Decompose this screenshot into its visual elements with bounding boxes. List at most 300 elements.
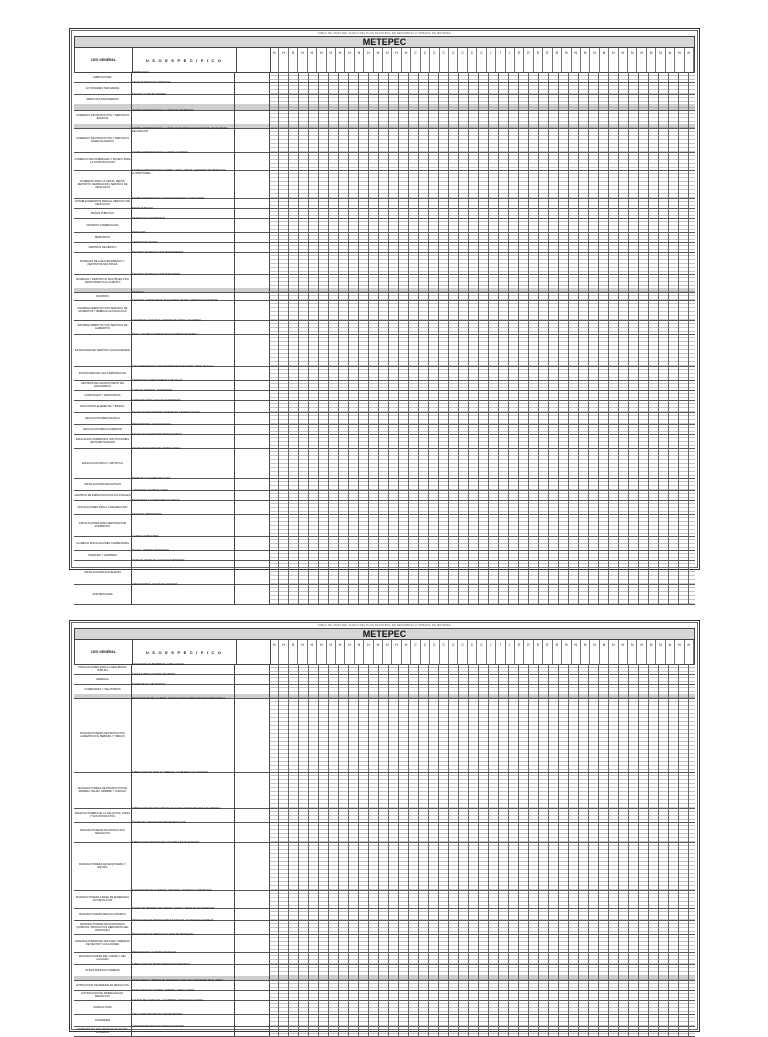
uso-especifico-cell: ESCUELAS DE NATACION, MUSICA, BAILE [131,448,235,478]
column-header: N [656,48,665,72]
column-header: C [411,48,420,72]
notes-cell [235,110,270,124]
uso-general-cell: COMERCIO DE PRODUCTOS Y SERVICIOS BASICOS [74,110,132,124]
zone-cells [269,664,695,674]
column-header: N [647,48,656,72]
table-row [74,822,695,843]
zone-cells [269,772,695,808]
uso-especifico-cell: JARDIN DE NIÑOS, ESCUELAS PRIMARIAS [131,400,235,412]
notes-cell [235,478,270,490]
zone-cells [269,412,695,424]
notes-cell [235,890,270,908]
uso-especifico-cell: CLUBES CAMPESTRES [131,536,235,550]
column-header: C [449,640,458,664]
uso-general-cell: MANUFACTURERA DE SUSTANCIAS QUIMICAS, PRODUCTOS DERIVADOS DEL PETROLEO [74,920,132,934]
column-header: H [317,640,326,664]
notes-cell [235,400,270,412]
zone-cells [269,72,695,82]
column-header: N [581,48,590,72]
zone-cells [269,822,695,842]
table-row [74,560,695,585]
notes-cell [235,584,270,604]
zone-cells [269,560,695,584]
column-header: N [685,48,694,72]
notes-cell [235,980,270,990]
column-header: I [496,640,505,664]
uso-especifico-cell: CON CAPACIDAD DE ALMACENAMIENTO HASTA 5000 LITROS DE AGUA [131,366,235,380]
uso-general-cell: SERVICIOS FINANCIEROS [74,94,132,104]
zone-cells [269,490,695,500]
uso-especifico-cell: CENTROS DE CONSULTORIOS Y DE SALUD [131,380,235,390]
column-header: H [364,640,373,664]
column-header: C [440,640,449,664]
uso-general-cell: COMERCIO DE PRODUCTOS Y SERVICIOS ESPECIALIZADOS [74,128,132,152]
uso-especifico-cell: ESTABLECIMIENTOS PARA LA VENTA Y/O RENTA [131,152,235,170]
uso-general-cell: ESTABLECIMIENTOS PARA EL SERVICIO DE VEHICULOS [74,198,132,208]
uso-general-cell: AGRICULTURA [74,1000,132,1014]
table-row [74,334,695,367]
zone-cells [269,110,695,124]
notes-cell [235,424,270,434]
page-title: METEPEC [74,36,695,48]
column-header: N [590,48,599,72]
column-header: H [270,48,279,72]
notes-cell [235,908,270,920]
notes-cell [235,390,270,400]
column-header: N [609,640,618,664]
page-title: METEPEC [74,628,695,640]
uso-especifico-cell: ELABORACION DE ALFARERIA, CERAMICA, MUEBLES Y MATERIALES [131,890,235,908]
uso-general-cell: EXTRACCION DE MINERALES METALICOS [74,980,132,990]
zone-cells [269,964,695,976]
zone-cells [269,82,695,94]
uso-general-cell: DEFENSA [74,674,132,684]
notes-cell [235,674,270,684]
column-header: N [553,640,562,664]
notes-cell [235,684,270,694]
uso-especifico-cell: FUNDICION Y MOLDEO DE PIEZAS METALICAS [131,822,235,842]
uso-especifico-cell: TIENDAS DE AUTOSERVICIO [131,218,235,232]
notes-cell [235,560,270,584]
uso-general-cell: INSTALACIONES PARA DEPORTES DE EXHIBICION [74,514,132,536]
notes-cell [235,320,270,334]
header-blank [236,640,271,664]
uso-especifico-cell: CANTINAS, CERVECERIAS, PULQUERIAS, BARES, CENTROS NOCTURNOS [131,300,235,320]
uso-general-cell: EXTRACCION DE MINERALES NO METALICOS [74,990,132,1000]
table-row [74,274,695,289]
uso-especifico-cell: CONFORMADO POR LOS ANIMALES DE TIRO [131,1026,235,1036]
column-header: H [364,48,373,72]
uso-general-cell: INSTALACIONES RELIGIOSAS [74,478,132,490]
column-header: H [279,640,288,664]
zone-cells [269,390,695,400]
column-header: N [609,48,618,72]
uso-especifico-cell: PLAZAS, JARDINES BOTANICOS [131,550,235,560]
uso-especifico-cell: ESTACIONES DE BOMBEROS, AMBULANCIAS [131,664,235,674]
zone-cells [269,842,695,890]
column-header: N [656,640,665,664]
notes-cell [235,920,270,934]
uso-especifico-cell: PRODUCCION DE FIBRAS E HILADOS DE HENEQUEN [131,934,235,952]
uso-especifico-cell: EXTRACCION DE CANTERA, MARMOL, ARENA, GRAVA [131,990,235,1000]
notes-cell [235,218,270,232]
table-header [74,639,695,665]
zone-cells [269,434,695,448]
zone-cells [269,400,695,412]
column-header: N [581,640,590,664]
table-row [74,514,695,537]
column-header: N [628,48,637,72]
header-uso-general: USO GENERAL [75,640,133,664]
uso-general-cell: BAÑOS PUBLICOS [74,208,132,218]
table-row [74,698,695,773]
column-header: N [619,48,628,72]
uso-general-cell: INSTALACIONES HOTELERAS [74,560,132,584]
uso-especifico-cell: BALNEARIOS Y ACTIVIDADES ACUATICAS [131,500,235,514]
table-row [74,252,695,275]
column-headers [270,48,694,72]
table-row [74,110,695,125]
notes-cell [235,300,270,320]
column-header: C [458,640,467,664]
column-header: E [543,640,552,664]
column-header: N [562,640,571,664]
zone-cells [269,920,695,934]
column-header: E [534,640,543,664]
notes-cell [235,274,270,288]
column-header: E [524,48,533,72]
zone-cells [269,198,695,208]
table-row [74,500,695,515]
table-row [74,128,695,153]
table-row [74,448,695,479]
column-header: I [506,640,515,664]
column-header: E [524,640,533,664]
uso-general-cell: MANUFACTURERA METALICA BASICA [74,908,132,920]
table-row [74,584,695,605]
uso-especifico-cell: AUDITORIOS, TEATROS, CINES [131,490,235,500]
notes-cell [235,198,270,208]
uso-general-cell: MANUFACTURERA DE LA CELULOSA, PAPEL Y SUS PRODUCTOS [74,808,132,822]
notes-cell [235,82,270,94]
zone-cells [269,934,695,952]
zone-cells [269,366,695,380]
column-header: H [392,640,401,664]
zone-cells [269,478,695,490]
notes-cell [235,550,270,560]
column-header: H [355,48,364,72]
notes-cell [235,292,270,300]
uso-especifico-cell: RASTROS [131,292,235,300]
column-header: H [336,640,345,664]
uso-especifico-cell: ESTABLECIMIENTOS PARA COMPRA, VENTA, RENTA Y DEPOSITO DE VEHICULOS AUTOMOTORES [131,170,235,198]
uso-general-cell: ESTABLECIMIENTOS CON SERVICIO DE ALIMENTOS Y BEBIDAS ALCOHOLICAS [74,300,132,320]
notes-cell [235,808,270,822]
zone-cells [269,300,695,320]
column-header: N [647,640,656,664]
column-headers [270,640,694,664]
column-header: C [430,640,439,664]
column-header: N [637,640,646,664]
notes-cell [235,1014,270,1026]
notes-cell [235,1026,270,1036]
column-header: N [637,48,646,72]
column-header: N [562,48,571,72]
column-header: N [600,640,609,664]
notes-cell [235,380,270,390]
column-header: H [298,48,307,72]
uso-especifico-cell: ESTABLECIMIENTOS PARA LA VENTA DE MATERIALES ELECTRICOS, DE PLOMERIA, DECORACION [131,128,235,152]
uso-general-cell: MANUFACTURERA DE PRODUCTOS METALICOS [74,822,132,842]
uso-general-cell: MANUFACTURERA DE PRODUCTOS DE MADERA, PALMA, MIMBRE Y CORCHO [74,772,132,808]
uso-especifico-cell: ZONAS E INSTALACIONES MILITARES [131,674,235,684]
column-header: N [675,48,684,72]
column-header: C [421,640,430,664]
table-row [74,842,695,891]
uso-general-cell: ACTIVIDADES TERCIARIAS [74,82,132,94]
column-header: I [506,48,515,72]
uso-general-cell: GANADERIA [74,1014,132,1026]
column-header: N [675,640,684,664]
column-header: N [685,640,694,664]
zone-cells [269,500,695,514]
uso-especifico-cell: PREPARATORIA, VOCACIONALES [131,424,235,434]
uso-general-cell: CENTROS COMERCIALES [74,218,132,232]
notes-cell [235,366,270,380]
notes-cell [235,208,270,218]
uso-especifico-cell: CULTIVO DE: CEREALES, LEGUMBRES, RAICES FECULENTAS [131,1000,235,1014]
column-header: E [543,48,552,72]
zone-cells [269,208,695,218]
uso-general-cell: RASTROS [74,292,132,300]
uso-especifico-cell: OFICINAS PUBLICAS Y PRIVADAS [131,82,235,94]
column-header: N [666,48,675,72]
column-header: H [374,640,383,664]
uso-general-cell: ESPECIES NO INCLUIDAS EN EL INCISO ANTERIOR [74,1026,132,1036]
uso-especifico-cell: CAFETERIAS, NEVERIAS, FUENTES DE SODAS, JUGUERIAS [131,320,235,334]
notes-cell [235,964,270,976]
notes-cell [235,772,270,808]
uso-general-cell: CENTROS DE ABASTO [74,242,132,252]
column-header: N [666,640,675,664]
table-row [74,300,695,321]
uso-especifico-cell: ESCUELAS SECUNDARIAS GENERALES Y TECNOLOGICAS [131,412,235,424]
column-header: H [345,640,354,664]
zone-cells [269,980,695,990]
zone-cells [269,674,695,684]
zone-cells [269,152,695,170]
zone-cells [269,242,695,252]
column-header: H [279,48,288,72]
uso-general-cell: ESTACIONES DE SERVICIO (GASOLINERAS) [74,334,132,366]
zone-cells [269,550,695,560]
notes-cell [235,434,270,448]
column-header: E [515,640,524,664]
column-header: C [440,48,449,72]
uso-general-cell: HABITACIONAL [74,72,132,82]
zone-cells [269,252,695,274]
uso-especifico-cell: TEMPLOS Y LUGARES DE CULTO [131,478,235,490]
table-header [74,47,695,73]
uso-general-cell: CENTROS DE CONSULTORIOS SIN ENCAMADOS [74,380,132,390]
uso-especifico-cell: PREPARACION Y CURTIDO DE PIELES [131,952,235,964]
zone-cells [269,424,695,434]
zone-cells [269,380,695,390]
uso-general-cell: EDUCACION ELEMENTAL Y BASICA [74,400,132,412]
uso-especifico-cell: HABITACIONAL [131,72,235,82]
table-page-1 [69,28,700,596]
table-row [74,170,695,199]
zone-cells [269,514,695,536]
column-header: N [590,640,599,664]
uso-general-cell: ESTABLECIMIENTOS CON SERVICIO DE ALIMENTOS [74,320,132,334]
uso-general-cell: MANUFACTURERA DEL CUERO Y DEL CALZADO [74,952,132,964]
column-header: H [374,48,383,72]
uso-especifico-cell: FABRICACION DE TRIPLAY, FIBRACEL Y TABLEROS AGLUTINADOS [131,772,235,808]
uso-general-cell: MANUFACTURERA DE PRODUCTOS ALIMENTICIOS, BEBIDAS Y TABACO [74,698,132,772]
uso-especifico-cell: ESTABLECIMIENTOS DE LAVADO ENGRASADO Y AUTOLAVADO [131,198,235,208]
column-header: C [449,48,458,72]
uso-especifico-cell: TIPO I: LOS OBLIGATORIOS SEGUN NORMAS DE PEMEX [131,334,235,366]
uso-especifico-cell: FUNDICION PRIMARIA DEL HIERRO, ACERO Y METALES NO FERROSOS [131,908,235,920]
uso-especifico-cell: CLINICAS-HOSPITAL, SANATORIOS [131,390,235,400]
uso-general-cell: BODEGAS DE ALMACENAMIENTO Y DEPOSITOS MULTIPLES [74,252,132,274]
notes-cell [235,128,270,152]
uso-general-cell: EDUCACION FISICA Y ARTISTICA [74,448,132,478]
column-header: I [487,48,496,72]
zone-cells [269,218,695,232]
page-subtitle: TABLA DE USOS DEL SUELO DEL PLAN MUNICIPAL DE DESARROLLO URBANO DE METEPEC [317,623,452,627]
notes-cell [235,536,270,550]
zone-cells [269,320,695,334]
header-uso-especifico: U S O E S P E C I F I C O [132,48,237,72]
uso-especifico-cell: CENTROS DE ACOPIO [131,242,235,252]
notes-cell [235,934,270,952]
notes-cell [235,334,270,366]
column-header: N [553,48,562,72]
notes-cell [235,500,270,514]
column-header: E [534,48,543,72]
table-row [74,218,695,233]
uso-general-cell: OTRAS MANUFACTURERAS [74,964,132,976]
uso-general-cell: CLUBES E INSTALACIONES CAMPESTRES [74,536,132,550]
notes-cell [235,252,270,274]
zone-cells [269,990,695,1000]
column-header: H [383,640,392,664]
table-row [74,1026,695,1037]
column-header: H [345,48,354,72]
zone-cells [269,334,695,366]
notes-cell [235,664,270,674]
zone-cells [269,128,695,152]
uso-general-cell: INSTALACIONES PARA LA SEGURIDAD PUBLICA [74,664,132,674]
column-header: I [496,48,505,72]
uso-general-cell: ESTACIONES DE GAS CARBURACION [74,366,132,380]
uso-especifico-cell: ESTABLECIMIENTOS PARA LA VENTA DE ABARROTES [131,110,235,124]
zone-cells [269,584,695,604]
header-blank [236,48,271,72]
zone-cells [269,890,695,908]
uso-general-cell: EDUCACION SUPERIOR E INSTITUCIONES DE INVESTIGACION [74,434,132,448]
uso-general-cell: FUNERARIAS Y VELATORIOS [74,684,132,694]
table-body [74,663,695,1034]
uso-especifico-cell: FABRICACION DE INSTRUMENTOS DE PRECISION [131,964,235,976]
uso-especifico-cell: HOTELES, MOTELES, CASAS DE HUESPEDES [131,560,235,584]
zone-cells [269,292,695,300]
uso-especifico-cell: DEPOSITO DE PRODUCTOS PERECEDEROS [131,252,235,274]
uso-especifico-cell: MERCADOS [131,232,235,242]
uso-especifico-cell: ORFANATORIOS, ASILOS DE ANCIANOS [131,584,235,604]
notes-cell [235,94,270,104]
uso-general-cell: COMERCIO PARA LA VENTA, RENTA, DEPOSITO, REPARACION, SERVICIO DE VEHICULOS [74,170,132,198]
column-header: I [487,640,496,664]
uso-especifico-cell: MANUFACTURA DE LA CARNE: CONGELACION Y EMPACADO DE CARNE FRESCA [131,698,235,772]
column-header: E [515,48,524,72]
notes-cell [235,698,270,772]
uso-general-cell: ASISTENCIALES [74,584,132,604]
uso-especifico-cell: PRODUCCION DE PETROQUIMICOS BASICOS, SUSTANCIAS QUIMICAS [131,920,235,934]
table-page-2 [69,620,700,1032]
uso-general-cell: CENTROS DE ESPECTACULOS CULTURALES [74,490,132,500]
column-header: C [468,640,477,664]
notes-cell [235,1000,270,1014]
notes-cell [235,72,270,82]
uso-general-cell: MERCADOS [74,232,132,242]
column-header: H [327,48,336,72]
zone-cells [269,1000,695,1014]
uso-general-cell: INSTALACIONES PARA LA RECREACION [74,500,132,514]
notes-cell [235,242,270,252]
uso-general-cell: MANUFACTURERA DE MAQUINARIA Y EQUIPO [74,842,132,890]
header-uso-especifico: U S O E S P E C I F I C O [132,640,237,664]
uso-especifico-cell: BAÑOS PUBLICOS [131,208,235,218]
notes-cell [235,152,270,170]
column-header: H [298,640,307,664]
column-header: C [458,48,467,72]
zone-cells [269,808,695,822]
column-header: H [317,48,326,72]
uso-general-cell: EDUCACION MEDIA BASICA [74,412,132,424]
column-header: H [270,640,279,664]
notes-cell [235,842,270,890]
column-header: H [392,48,401,72]
zone-cells [269,1014,695,1026]
column-header: N [619,640,628,664]
column-header: N [572,48,581,72]
notes-cell [235,990,270,1000]
column-header: H [402,48,411,72]
uso-especifico-cell: ESTADIOS, HIPODROMOS [131,514,235,536]
notes-cell [235,514,270,536]
zone-cells [269,952,695,964]
column-header: C [411,640,420,664]
column-header: H [355,640,364,664]
uso-general-cell: MANUFACTURERA A BASE DE MINERALES NO METALICOS [74,890,132,908]
column-header: H [289,640,298,664]
header-uso-general: USO GENERAL [75,48,133,72]
zone-cells [269,684,695,694]
column-header: H [402,640,411,664]
column-header: H [327,640,336,664]
uso-general-cell: HOSPITALES Y SANATORIOS [74,390,132,400]
uso-especifico-cell: FABRICACION DE TODO TIPO DE CELULOSA, PASTA MECANICA DE MADERA [131,808,235,822]
column-header: H [308,48,317,72]
zone-cells [269,698,695,772]
uso-general-cell: COMERCIO DE MATERIALES Y EQUIPO PARA LA CONSTRUCCION [74,152,132,170]
uso-especifico-cell: CRIA Y EXPLOTACION DE GANADO BOVINO [131,1014,235,1026]
notes-cell [235,170,270,198]
uso-especifico-cell: ESCUELAS E INSTITUTOS TECNOLOGICOS [131,434,235,448]
